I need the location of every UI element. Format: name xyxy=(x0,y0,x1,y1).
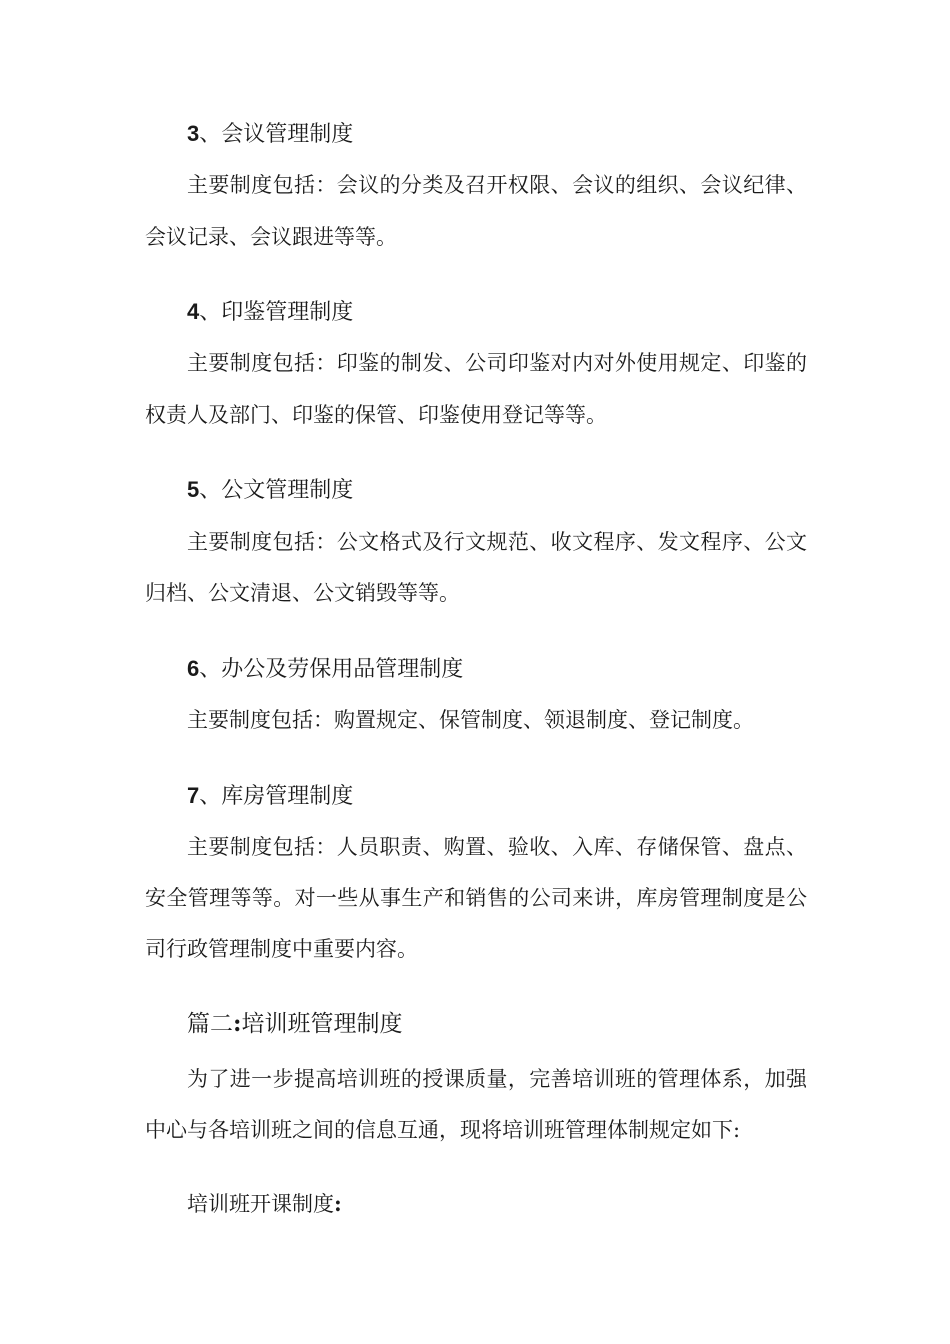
subheading xyxy=(187,1189,342,1219)
body-line: 会议记录、会议跟进等等。 xyxy=(145,225,397,249)
section-number: 3 xyxy=(187,121,200,146)
section-number: 4 xyxy=(187,299,200,324)
section-title: 、库房管理制度 xyxy=(199,784,354,809)
section-number: 6 xyxy=(187,656,200,681)
body-line: 归档、公文清退、公文销毁等等。 xyxy=(145,581,460,605)
section-heading xyxy=(187,119,353,150)
section-number: 7 xyxy=(187,783,200,808)
subheading-colon: : xyxy=(334,1191,342,1216)
section-number: 5 xyxy=(187,477,200,502)
section-heading xyxy=(187,781,353,812)
body-line: 主要制度包括：人员职责、购置、验收、入库、存储保管、盘点、 xyxy=(187,835,807,859)
section-title: 、会议管理制度 xyxy=(199,122,354,147)
article-heading xyxy=(187,1009,403,1039)
body-line: 安全管理等等。对一些从事生产和销售的公司来讲，库房管理制度是公 xyxy=(145,886,807,910)
article-title: 培训班管理制度 xyxy=(241,1011,403,1037)
section-title: 、办公及劳保用品管理制度 xyxy=(199,657,464,682)
section-heading xyxy=(187,654,463,685)
section-heading xyxy=(187,475,353,506)
body-line: 为了进一步提高培训班的授课质量，完善培训班的管理体系，加强 xyxy=(187,1067,807,1091)
body-line: 中心与各培训班之间的信息互通，现将培训班管理体制规定如下: xyxy=(145,1118,741,1142)
article-prefix: 篇二 xyxy=(187,1011,233,1037)
body-line: 司行政管理制度中重要内容。 xyxy=(145,937,418,961)
body-line: 权责人及部门、印鉴的保管、印鉴使用登记等等。 xyxy=(145,403,607,427)
section-title: 、公文管理制度 xyxy=(199,478,354,503)
section-heading xyxy=(187,297,353,328)
body-line: 主要制度包括：公文格式及行文规范、收文程序、发文程序、公文 xyxy=(187,530,807,554)
body-line: 主要制度包括：印鉴的制发、公司印鉴对内对外使用规定、印鉴的 xyxy=(187,351,807,375)
article-colon: : xyxy=(233,1010,242,1037)
body-line: 主要制度包括：购置规定、保管制度、领退制度、登记制度。 xyxy=(187,708,754,732)
body-line: 主要制度包括：会议的分类及召开权限、会议的组织、会议纪律、 xyxy=(187,173,807,197)
subheading-text: 培训班开课制度 xyxy=(187,1192,334,1216)
section-title: 、印鉴管理制度 xyxy=(199,300,354,325)
